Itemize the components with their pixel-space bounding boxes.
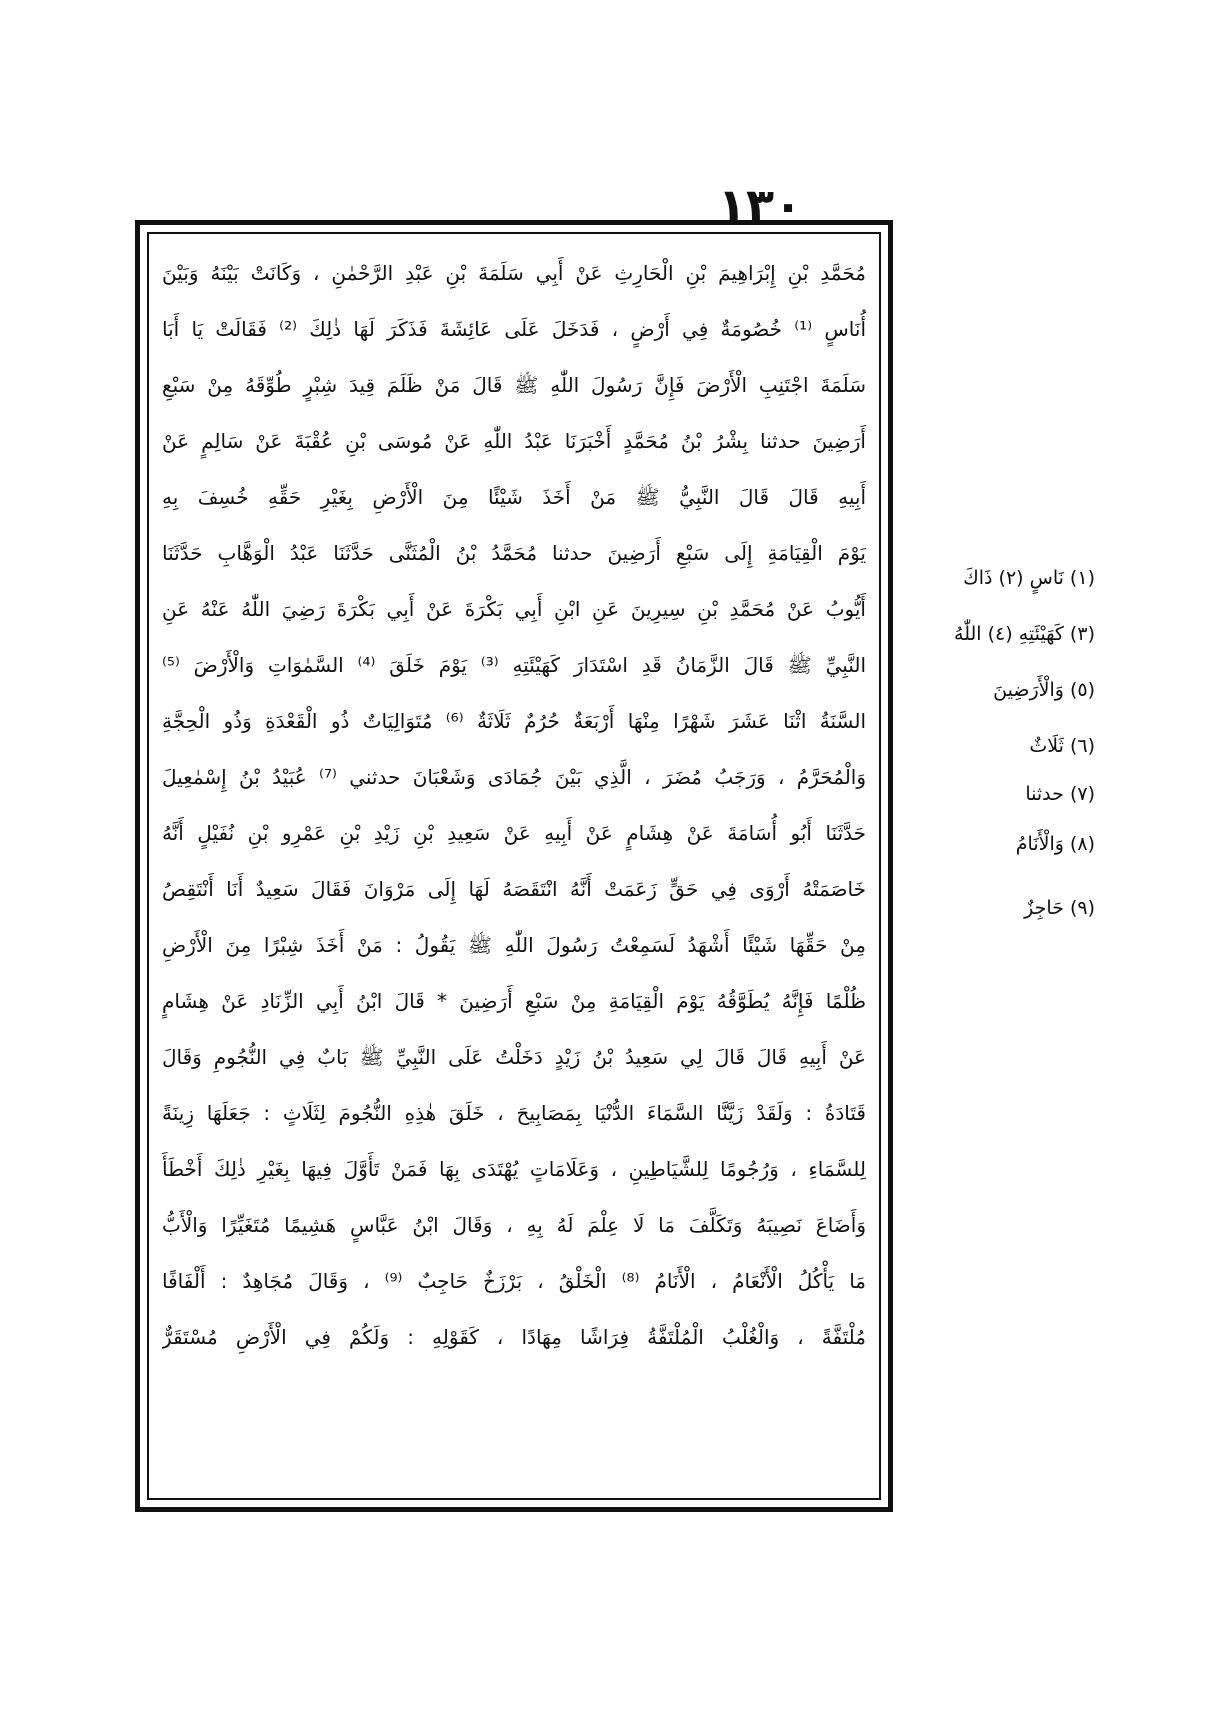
text-line: مُلْتَفَّةً ، وَالْغُلْبُ الْمُلْتَفَّةُ فِرَاشًا مِهَادًا ، كَقَوْلِهِ : وَلَكُمْ فِي الْأَرْضِ مُسْتَقَرٌّ [162, 1325, 866, 1349]
footnote: (٨) وَالْأَنَامُ [1015, 833, 1095, 855]
text-line: سَلَمَةَ اجْتَنِبِ الْأَرْضَ فَإِنَّ رَسُولَ اللّٰهِ ﷺ قَالَ مَنْ ظَلَمَ قِيدَ شِبْرٍ طُوِّقَهُ مِنْ سَبْعِ [162, 373, 866, 397]
text-line: قَتَادَةُ : وَلَقَدْ زَيَّنَّا السَّمَاءَ الدُّنْيَا بِمَصَابِيحَ ، خَلَقَ هٰذِهِ النُّجُومَ لِثَلَاثٍ : جَعَلَهَا زِينَةً [162, 1101, 866, 1125]
footnote: (٣) كَهَيْئَتِهِ (٤) اللّٰهُ [954, 623, 1095, 645]
text-line: خَاصَمَتْهُ أَرْوَى فِي حَقٍّ زَعَمَتْ أَنَّهُ انْتَقَصَهُ لَهَا إِلَى مَرْوَانَ فَقَالَ سَعِيدٌ أَنَا أَنْتَقِصُ [162, 877, 866, 901]
footnote: (٥) وَالْأَرَضِينَ [993, 679, 1095, 701]
text-line: أَبِيهِ قَالَ قَالَ النَّبِيُّ ﷺ مَنْ أَخَذَ شَيْئًا مِنَ الْأَرْضِ بِغَيْرِ حَقِّهِ خُسِفَ بِهِ [162, 485, 866, 509]
text-line: السَّنَةُ اثْنَا عَشَرَ شَهْرًا مِنْهَا أَرْبَعَةٌ حُرُمٌ ثَلَاثَةٌ ⁽⁶⁾ مُتَوَالِيَاتٌ ذُو الْقَعْدَةِ وَذُو الْحِجَّةِ [162, 709, 866, 733]
text-line: وَأَضَاعَ نَصِيبَهُ وَتَكَلَّفَ مَا لَا عِلْمَ لَهُ بِهِ ، وَقَالَ ابْنُ عَبَّاسٍ هَشِيمًا مُتَغَيِّرًا وَالْأَبُّ [162, 1213, 866, 1237]
text-line: عَنْ أَبِيهِ قَالَ قَالَ لِي سَعِيدُ بْنُ زَيْدٍ دَخَلْتُ عَلَى النَّبِيِّ ﷺ بَابٌ فِي النُّجُومِ وَقَالَ [162, 1045, 866, 1069]
text-line: لِلسَّمَاءِ ، وَرُجُومًا لِلشَّيَاطِينِ ، وَعَلَامَاتٍ يُهْتَدَى بِهَا فَمَنْ تَأَوَّلَ فِيهَا بِغَيْرِ ذٰلِكَ أَخْطَأَ [162, 1157, 866, 1181]
text-line: مُحَمَّدِ بْنِ إِبْرَاهِيمَ بْنِ الْحَارِثِ عَنْ أَبِي سَلَمَةَ بْنِ عَبْدِ الرَّحْمٰنِ ، وَكَانَتْ بَيْنَهُ وَبَيْنَ [162, 261, 866, 285]
text-line: أَرَضِينَ حدثنا بِشْرُ بْنُ مُحَمَّدٍ أَخْبَرَنَا عَبْدُ اللّٰهِ عَنْ مُوسَى بْنِ عُقْبَةَ عَنْ سَالِمٍ عَنْ [162, 429, 866, 453]
text-line: مَا يَأْكُلُ الْأَنْعَامُ ، الْأَنَامُ ⁽⁸⁾ الْخَلْقُ ، بَرْزَخٌ حَاجِبٌ ⁽⁹⁾ ، وَقَالَ مُجَاهِدٌ : أَلْفَافًا [162, 1269, 866, 1293]
footnote: (١) نَاسٍ (٢) ذَاكَ [963, 567, 1095, 589]
footnote: (٩) حَاجِزٌ [1024, 897, 1095, 919]
marginal-footnotes [905, 560, 1095, 980]
text-line: ظُلْمًا فَإِنَّهُ يُطَوَّقُهُ يَوْمَ الْقِيَامَةِ مِنْ سَبْعِ أَرَضِينَ * قَالَ ابْنُ أَبِي الزِّنَادِ عَنْ هِشَامٍ [162, 989, 866, 1013]
page-number: ١٣٠ [717, 178, 803, 232]
text-line: يَوْمَ الْقِيَامَةِ إِلَى سَبْعِ أَرَضِينَ حدثنا مُحَمَّدُ بْنُ الْمُثَنَّى حَدَّثَنَا عَبْدُ الْوَهَّابِ حَدَّثَنَا [162, 541, 866, 565]
text-line: مِنْ حَقِّهَا شَيْئًا أَشْهَدُ لَسَمِعْتُ رَسُولَ اللّٰهِ ﷺ يَقُولُ : مَنْ أَخَذَ شِبْرًا مِنَ الْأَرْضِ [162, 933, 866, 957]
text-line: أُنَاسٍ ⁽¹⁾ خُصُومَةٌ فِي أَرْضٍ ، فَدَخَلَ عَلَى عَائِشَةَ فَذَكَرَ لَهَا ذٰلِكَ ⁽²⁾ فَقَالَتْ يَا أَبَا [162, 317, 866, 341]
main-text-body [162, 246, 866, 1486]
footnote: (٧) حدثنا [1025, 783, 1095, 805]
text-line: حَدَّثَنَا أَبُو أُسَامَةَ عَنْ هِشَامٍ عَنْ أَبِيهِ عَنْ سَعِيدِ بْنِ زَيْدِ بْنِ عَمْرِو بْنِ نُفَيْلٍ أَنَّهُ [162, 821, 866, 845]
text-line: أَيُّوبُ عَنْ مُحَمَّدِ بْنِ سِيرِينَ عَنِ ابْنِ أَبِي بَكْرَةَ عَنْ أَبِي بَكْرَةَ رَضِيَ اللّٰهُ عَنْهُ عَنِ [162, 597, 866, 621]
footnote: (٦) ثَلَاثٌ [1029, 735, 1095, 757]
text-line: النَّبِيِّ ﷺ قَالَ الزَّمَانُ قَدِ اسْتَدَارَ كَهَيْئَتِهِ ⁽³⁾ يَوْمَ خَلَقَ ⁽⁴⁾ السَّمٰوَاتِ وَالْأَرْضَ ⁽⁵⁾ [162, 653, 866, 677]
text-line: وَالْمُحَرَّمُ ، وَرَجَبُ مُضَرَ ، الَّذِي بَيْنَ جُمَادَى وَشَعْبَانَ حدثني ⁽⁷⁾ عُبَيْدُ بْنُ إِسْمٰعِيلَ [162, 765, 866, 789]
